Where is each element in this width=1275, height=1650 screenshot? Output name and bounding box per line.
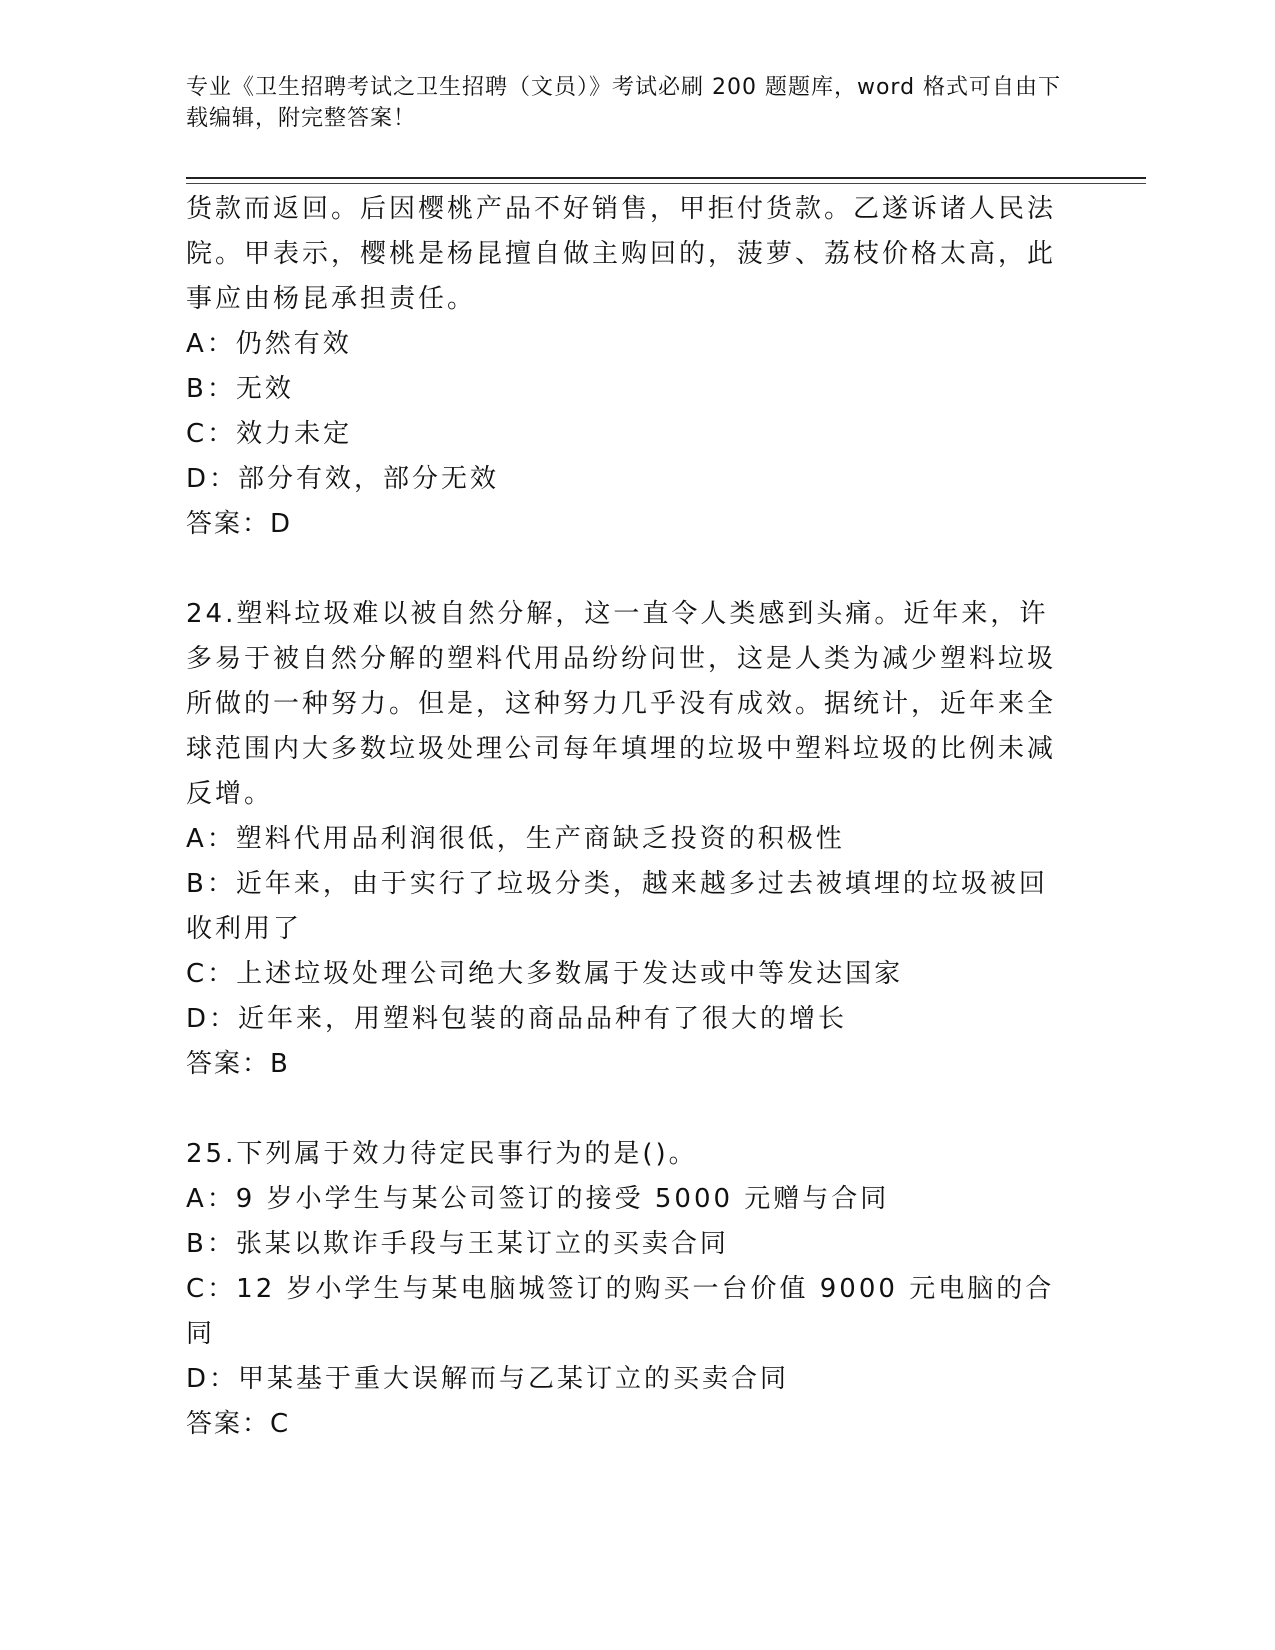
option-c: C：效力未定 <box>186 419 353 449</box>
header-divider-secondary <box>186 183 1146 184</box>
option-d: D：近年来，用塑料包装的商品品种有了很大的增长 <box>186 1004 848 1034</box>
option-d: D：甲某基于重大误解而与乙某订立的买卖合同 <box>186 1364 790 1394</box>
spacer <box>186 547 1066 592</box>
option-a: A：仍然有效 <box>186 329 352 359</box>
answer-line: 答案：B <box>186 1049 290 1079</box>
question-block <box>186 592 1066 1087</box>
option-c: C：上述垃圾处理公司绝大多数属于发达或中等发达国家 <box>186 959 904 989</box>
question-stem: 25.下列属于效力待定民事行为的是()。 <box>186 1139 698 1169</box>
question-block <box>186 1132 1066 1447</box>
option-a: A：塑料代用品利润很低，生产商缺乏投资的积极性 <box>186 824 845 854</box>
option-d: D：部分有效，部分无效 <box>186 464 500 494</box>
question-stem: 货款而返回。后因樱桃产品不好销售，甲拒付货款。乙遂诉诸人民法院。甲表示，樱桃是杨昆擅自做主购回的，菠萝、荔枝价格太高，此事应由杨昆承担责任。 <box>186 194 1057 314</box>
option-a: A：9 岁小学生与某公司签订的接受 5000 元赠与合同 <box>186 1184 890 1214</box>
option-b: B：近年来，由于实行了垃圾分类，越来越多过去被填埋的垃圾被回收利用了 <box>186 869 1048 944</box>
question-stem: 24.塑料垃圾难以被自然分解，这一直令人类感到头痛。近年来，许多易于被自然分解的塑料代用品纷纷问世，这是人类为减少塑料垃圾所做的一种努力。但是，这种努力几乎没有成效。据统计，近年来全球范围内大多数垃圾处理公司每年填埋的垃圾中塑料垃圾的比例未减反增。 <box>186 599 1057 809</box>
answer-line: 答案：C <box>186 1409 291 1439</box>
spacer <box>186 1087 1066 1132</box>
question-block <box>186 187 1066 547</box>
answer-line: 答案：D <box>186 509 293 539</box>
header-divider <box>186 177 1146 179</box>
option-b: B：无效 <box>186 374 294 404</box>
page-header <box>186 72 1066 134</box>
question-list <box>186 187 1066 1447</box>
option-b: B：张某以欺诈手段与王某订立的买卖合同 <box>186 1229 729 1259</box>
option-c: C：12 岁小学生与某电脑城签订的购买一台价值 9000 元电脑的合同 <box>186 1274 1055 1349</box>
header-title: 专业《卫生招聘考试之卫生招聘（文员）》考试必刷 200 题题库，word 格式可自由下载编辑，附完整答案！ <box>186 75 1062 131</box>
